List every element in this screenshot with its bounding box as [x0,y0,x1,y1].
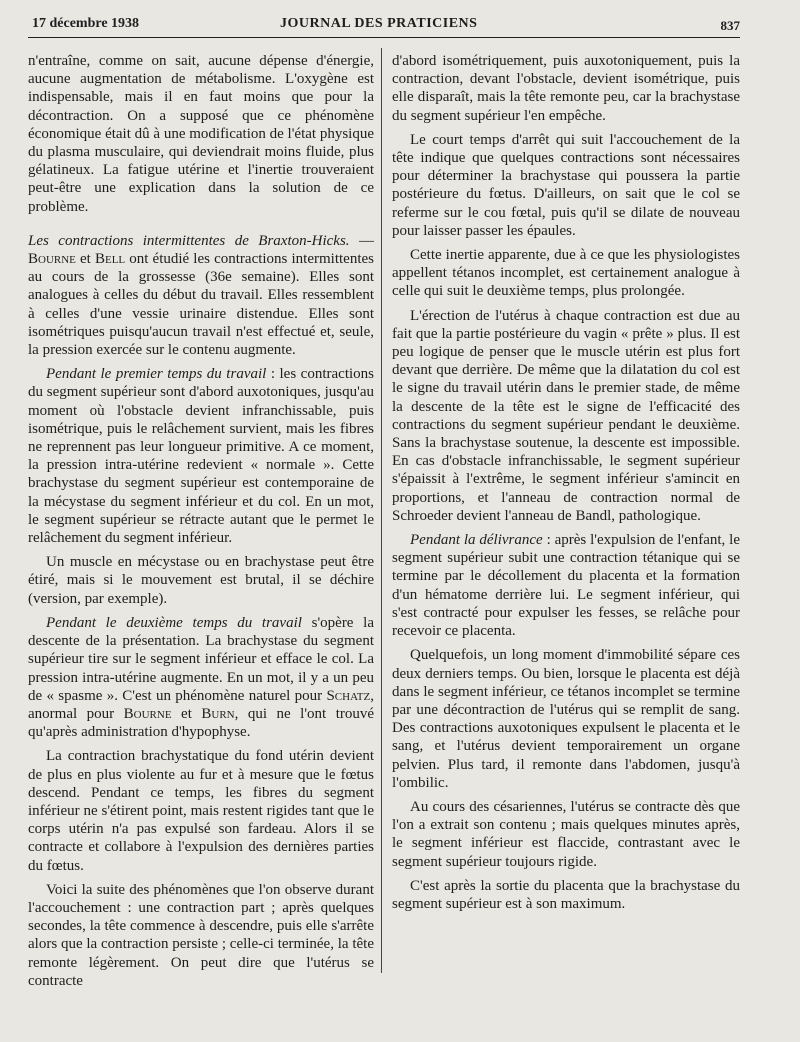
paragraph: Les contractions intermittentes de Braxton-Hicks. — Bourne et Bell ont étudié les contractions intermittentes au cours de la grossesse (36e semaine). Elles sont analogues à celles du début du travail. Elles ressemblent à celles d'une vessie urinaire distendue. Elles sont isométriques puisqu'aucun travail n'est effectué et, seule, la pression exercée sur le contenu augmente. [28,232,375,359]
page-number: 837 [720,18,740,33]
paragraph: Cette inertie apparente, due à ce que les physiologistes appellent tétanos incomplet, est certainement analogue à celle qui suit le deuxième temps, plus prolongée. [392,247,740,300]
paragraph: La contraction brachystatique du fond utérin devient de plus en plus violente au fur et à mesure que le fœtus descend. Pendant ce temps, les fibres du segment inférieur ne s'étirent point, mais restent rigides tant que le corps utérin n'a pas expulsé son fardeau. Alors il se contracte et collabore à l'expulsion des dernières parties du fœtus. [28,748,374,874]
section-heading: Pendant le premier temps du travail [46,366,267,383]
paragraph: Pendant la délivrance : après l'expulsion de l'enfant, le segment supérieur subit une contraction tétanique qui se termine par le décollement du placenta et la formation d'un hématome derrière lui. Le segment inférieur, qui s'est contracté pour expulser les fesses, se relâche pour recevoir ce placenta. [392,532,740,640]
paragraph: L'érection de l'utérus à chaque contraction est due au fait que la partie postérieure du vagin « prête » plus. Il est peu logique de penser que le muscle utérin est plus fort devant que derrière. De même que la dilatation du col est le signe du travail utérin dans le premier stade, de même la descente de la tête est le signe de l'efficacité des contractions du segment supérieur pendant le deuxième. Sans la brachystase soutenue, la descente est impossible. En cas d'obstacle infranchissable, le segment supérieur s'épaissit à l'extrême, le segment inférieur s'amincit en proportions, et l'anneau de contraction normal de Schroeder devient l'anneau de Bandl, pathologique. [392,307,740,524]
paragraph: n'entraîne, comme on sait, aucune dépense d'énergie, aucune augmentation de métabolisme. L'oxygène est indispensable, mais il en faut moins que pour la décontraction. On a supposé que ce phénomène économique était dû à une modification de l'état physique du plasma musculaire, qui deviendrait moins fluide, plus gélatineux. La fatigue utérine et l'inertie trouveraient peut-être une explication dans la solution de ce problème. [28,53,374,215]
author-name: Bell [94,251,126,268]
paragraph: Pendant le deuxième temps du travail s'opère la descente de la présentation. La brachystase du segment supérieur tire sur le segment inférieur et efface le col. La pression intra-utérine augmente. En un mot, il y a un peu de « spasme ». C'est un phénomène naturel pour Schatz, anormal pour Bourne et Burn, qui ne l'ont trouvé qu'après administration d'hypophyse. [28,614,375,741]
paragraph: Pendant le premier temps du travail : les contractions du segment supérieur sont d'abord auxotoniques, jusqu'au moment où l'obstacle devient infranchissable, puis isométrique, puis le relâchement survient, mais les fibres ne reprennent pas leur longueur primitive. A ce moment, la pression intra-utérine redevient « normale ». Cette brachystase du segment supérieur est contemporaine de la mécystase du segment inférieur et du col. En un mot, le segment supérieur se rétracte autant que le permet le relâchement du segment inférieur. [28,366,374,547]
right-column [392,52,740,919]
paragraph: Au cours des césariennes, l'utérus se contracte dès que l'on a extrait son contenu ; mais quelques minutes après, le segment inférieur est flaccide, contrastant avec le segment supérieur toujours rigide. [392,798,740,870]
left-column [28,52,374,996]
author-name: Bourne [123,705,172,722]
author-name: Bourne [28,251,76,268]
paragraph: C'est après la sortie du placenta que la brachystase du segment supérieur est à son maximum. [392,877,740,912]
author-name: Schatz [326,687,371,704]
section-heading: Pendant le deuxième temps du travail [46,614,302,631]
paragraph: Un muscle en mécystase ou en brachystase peut être étiré, mais si le mouvement est brutal, il se déchire (version, par exemple). [28,554,374,607]
author-name: Burn [201,705,235,722]
section-heading: Les contractions intermittentes de Braxton-Hicks. [28,232,350,249]
header-rule [28,37,740,38]
paragraph: d'abord isométriquement, puis auxotoniquement, puis la contraction, devant l'obstacle, devient isométrique, puis elle disparaît, mais la tête remonte peu, car la brachystase du segment supérieur l'en empêche. [392,53,740,124]
paragraph: Voici la suite des phénomènes que l'on observe durant l'accouchement : une contraction part ; après quelques secondes, la tête commence à descendre, puis elle s'arrête alors que la contraction persiste ; celle-ci terminée, la tête remonte légèrement. On peut dire que l'utérus se contracte [28,881,374,989]
running-header [28,14,740,36]
column-divider [381,48,382,973]
paragraph: Quelquefois, un long moment d'immobilité sépare ces deux derniers temps. Ou bien, lorsque le placenta est déjà dans le segment inférieur, ce tétanos incomplet se termine par une décontraction de l'utérus qui se remplit de sang. Des contractions auxotoniques expulsent le placenta et le sang, et l'utérus devient temporairement un organe pelvien. Plus tard, il remonte dans l'abdomen, jusqu'à l'ombilic. [392,647,740,791]
journal-title: JOURNAL DES PRATICIENS [280,16,478,31]
header-date: 17 décembre 1938 [32,16,140,31]
section-heading: Pendant la délivrance [410,532,543,549]
paragraph: Le court temps d'arrêt qui suit l'accouchement de la tête indique que quelques contractions sont nécessaires pour déterminer la brachystase qui poussera la partie postérieure du fœtus. D'ailleurs, on sait que le col se referme sur le cou fœtal, puis qu'il se dilate de nouveau pour laisser passer les épaules. [392,131,740,239]
